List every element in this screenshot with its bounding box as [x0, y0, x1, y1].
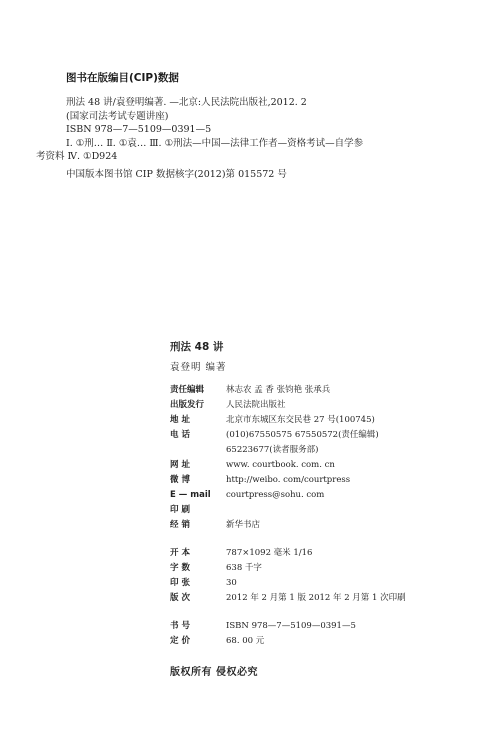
row-label: 版 次	[170, 593, 190, 603]
book-title: 刑法 48 讲	[170, 341, 224, 353]
row-label: 开 本	[170, 548, 190, 558]
imprint-row	[170, 488, 470, 503]
copyright-notice: 版权所有 侵权必究	[170, 667, 258, 678]
cip-line-3: ISBN 978—7—5109—0391—5	[66, 124, 212, 135]
imprint-row	[170, 473, 470, 488]
imprint-row	[170, 458, 470, 473]
imprint-row	[170, 518, 470, 533]
author-line: 袁登明 编著	[170, 362, 227, 373]
row-label: 电 话	[170, 430, 190, 440]
imprint-row	[170, 576, 470, 591]
cip-line-1: 刑法 48 讲/袁登明编著. —北京:人民法院出版社,2012. 2	[66, 97, 307, 108]
row-value: 787×1092 毫米 1/16	[226, 548, 313, 558]
row-label: 微 博	[170, 475, 190, 485]
imprint-row	[170, 546, 470, 561]
row-label: 地 址	[170, 415, 190, 425]
imprint-block	[170, 339, 470, 678]
row-label: E — mail	[170, 490, 211, 500]
row-value: 30	[226, 578, 237, 588]
row-value: 林志农 孟 香 张钧艳 张承兵	[226, 385, 331, 395]
imprint-row	[170, 503, 470, 518]
imprint-row	[170, 428, 470, 443]
row-label: 经 销	[170, 520, 190, 530]
row-label: 责任编辑	[170, 385, 205, 395]
imprint-row	[170, 619, 470, 634]
imprint-row	[170, 398, 470, 413]
row-value: 人民法院出版社	[226, 400, 286, 410]
imprint-row	[170, 561, 470, 576]
section-gap	[170, 533, 470, 546]
row-value: 2012 年 2 月第 1 版 2012 年 2 月第 1 次印刷	[226, 593, 406, 603]
row-value: (010)67550575 67550572(责任编辑)	[226, 430, 379, 440]
cip-block	[36, 70, 456, 181]
row-label	[170, 443, 226, 458]
imprint-row	[170, 383, 470, 398]
row-value: 北京市东城区东交民巷 27 号(100745)	[226, 415, 375, 425]
imprint-row	[170, 413, 470, 428]
row-label: 印 张	[170, 578, 190, 588]
row-label: 网 址	[170, 460, 190, 470]
row-value: http://weibo. com/courtpress	[226, 475, 351, 485]
imprint-row	[170, 634, 470, 649]
section-gap	[170, 606, 470, 619]
row-label: 书 号	[170, 621, 190, 631]
imprint-row	[170, 443, 470, 458]
imprint-row	[170, 591, 470, 606]
cip-line-4: Ⅰ. ①刑… Ⅱ. ①袁… Ⅲ. ①刑法—中国—法律工作者—资格考试—自学参	[66, 137, 364, 149]
row-value: 新华书店	[226, 520, 261, 530]
cip-cn-number: 中国版本图书馆 CIP 数据核字(2012)第 015572 号	[66, 168, 287, 180]
row-label: 出版发行	[170, 400, 205, 410]
cip-line-4-continuation: 考资料 Ⅳ. ①D924	[36, 151, 118, 162]
row-label: 印 刷	[170, 505, 190, 515]
cip-line-2: (国家司法考试专题讲座)	[66, 110, 169, 122]
row-value: 68. 00 元	[226, 636, 265, 646]
imprint-section-specs	[170, 546, 470, 606]
row-value: 638 千字	[226, 563, 262, 573]
row-label: 定 价	[170, 636, 190, 646]
row-value: www. courtbook. com. cn	[226, 460, 335, 470]
imprint-section-isbn	[170, 619, 470, 649]
row-label: 字 数	[170, 563, 190, 573]
imprint-section-publisher	[170, 383, 470, 533]
row-value: ISBN 978—7—5109—0391—5	[226, 621, 356, 631]
row-value: 65223677(读者服务部)	[226, 445, 319, 455]
row-value: courtpress@sohu. com	[226, 490, 325, 500]
cip-title: 图书在版编目(CIP)数据	[66, 72, 179, 84]
